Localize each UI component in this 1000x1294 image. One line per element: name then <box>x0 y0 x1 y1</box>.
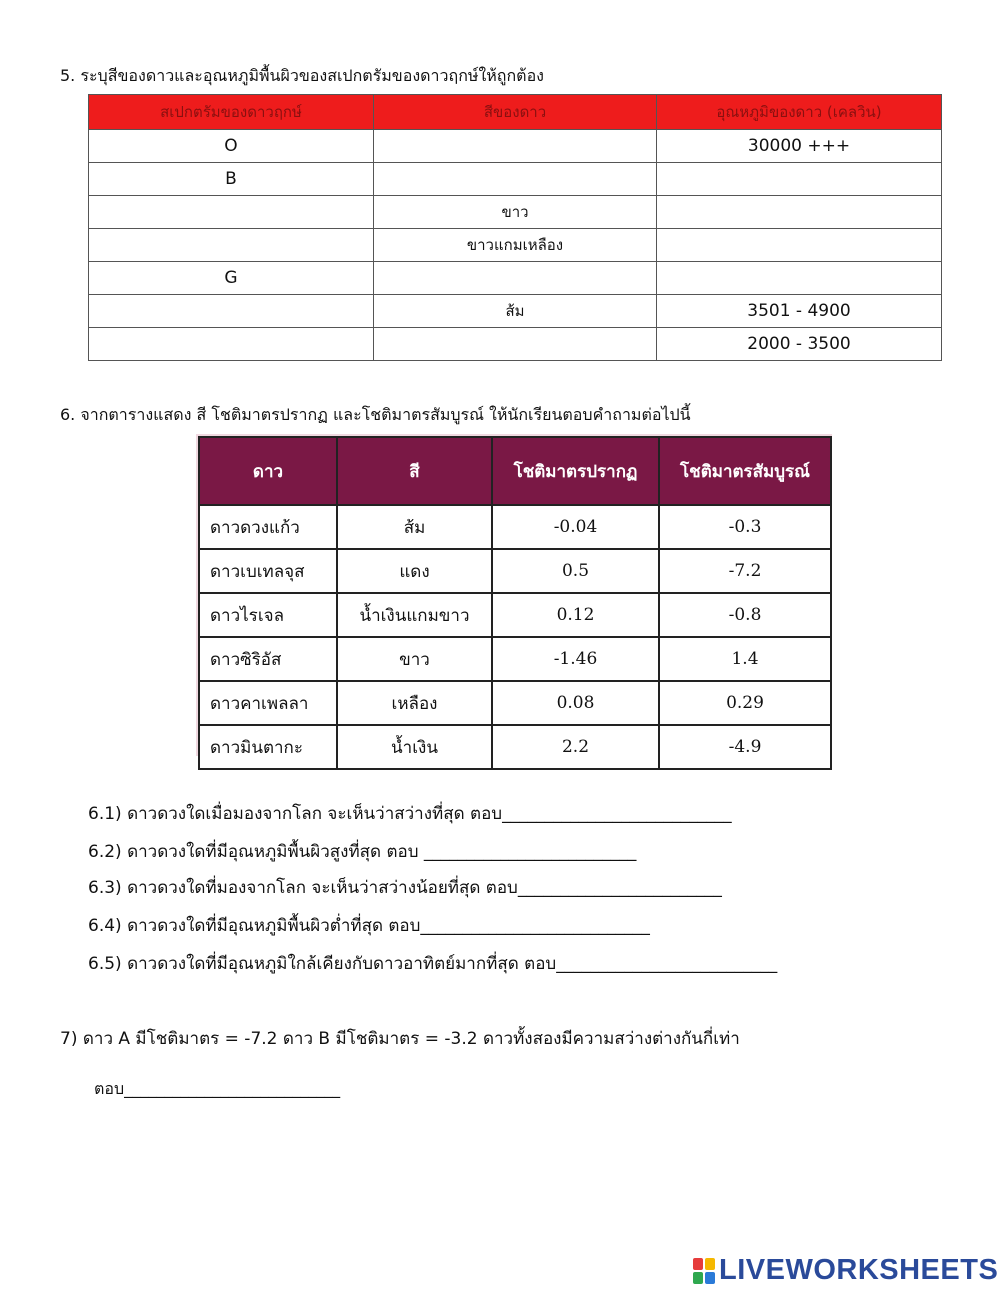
cell-absolute: -0.8 <box>659 593 831 637</box>
cell-color[interactable]: ขาว <box>374 196 657 229</box>
header-color: สี <box>337 437 492 505</box>
cell-color: เหลือง <box>337 681 492 725</box>
cell-spectrum[interactable] <box>89 229 374 262</box>
cell-star: ดาวซิริอัส <box>199 637 337 681</box>
table-row <box>89 163 942 196</box>
header-absolute-magnitude: โชติมาตรสัมบูรณ์ <box>659 437 831 505</box>
table-row <box>199 681 831 725</box>
cell-star: ดาวเบเทลจุส <box>199 549 337 593</box>
cell-color[interactable] <box>374 328 657 361</box>
cell-color: ส้ม <box>337 505 492 549</box>
cell-temperature[interactable]: 2000 - 3500 <box>657 328 942 361</box>
table-row <box>89 229 942 262</box>
question-5-title: 5. ระบุสีของดาวและอุณหภูมิพื้นผิวของสเปกตรัมของดาวฤกษ์ให้ถูกต้อง <box>60 66 544 85</box>
header-spectrum: สเปกตรัมของดาวฤกษ์ <box>89 95 374 130</box>
cell-temperature[interactable] <box>657 196 942 229</box>
cell-star: ดาวไรเจล <box>199 593 337 637</box>
table-row <box>89 295 942 328</box>
cell-star: ดาวมินตากะ <box>199 725 337 769</box>
cell-color[interactable] <box>374 130 657 163</box>
question-7-answer[interactable]: ตอบ___________________________ <box>94 1079 341 1098</box>
cell-spectrum[interactable]: B <box>89 163 374 196</box>
spectrum-table-header <box>89 95 942 130</box>
question-6-1[interactable]: 6.1) ดาวดวงใดเมื่อมองจากโลก จะเห็นว่าสว่างที่สุด ตอบ___________________________ <box>88 804 732 824</box>
cell-spectrum[interactable] <box>89 328 374 361</box>
magnitude-table <box>198 436 832 770</box>
cell-color[interactable] <box>374 262 657 295</box>
magnitude-table-header <box>199 437 831 505</box>
cell-color[interactable] <box>374 163 657 196</box>
table-row <box>199 637 831 681</box>
cell-absolute: -0.3 <box>659 505 831 549</box>
cell-temperature[interactable]: 3501 - 4900 <box>657 295 942 328</box>
question-6-title: 6. จากตารางแสดง สี โชติมาตรปรากฏ และโชติมาตรสัมบูรณ์ ให้นักเรียนตอบคำถามต่อไปนี้ <box>60 405 691 424</box>
cell-apparent: -1.46 <box>492 637 659 681</box>
cell-apparent: 0.12 <box>492 593 659 637</box>
header-temperature: อุณหภูมิของดาว (เคลวิน) <box>657 95 942 130</box>
cell-temperature[interactable] <box>657 229 942 262</box>
cell-absolute: -7.2 <box>659 549 831 593</box>
cell-spectrum[interactable]: G <box>89 262 374 295</box>
spectrum-table <box>88 94 942 361</box>
header-star-color: สีของดาว <box>374 95 657 130</box>
liveworksheets-mark-icon <box>693 1258 715 1284</box>
table-row <box>199 593 831 637</box>
cell-absolute: -4.9 <box>659 725 831 769</box>
table-row <box>89 130 942 163</box>
question-7: 7) ดาว A มีโชติมาตร = -7.2 ดาว B มีโชติมาตร = -3.2 ดาวทั้งสองมีความสว่างต่างกันกี่เท่า <box>60 1029 740 1049</box>
cell-color: ขาว <box>337 637 492 681</box>
table-row <box>199 725 831 769</box>
brand-name: LIVEWORKSHEETS <box>719 1254 999 1286</box>
question-6-2[interactable]: 6.2) ดาวดวงใดที่มีอุณหภูมิพื้นผิวสูงที่สุด ตอบ _________________________ <box>88 842 637 862</box>
question-6-5[interactable]: 6.5) ดาวดวงใดที่มีอุณหภูมิใกล้เคียงกับดาวอาทิตย์มากที่สุด ตอบ__________________________ <box>88 954 778 974</box>
table-row <box>199 505 831 549</box>
header-star: ดาว <box>199 437 337 505</box>
cell-spectrum[interactable] <box>89 295 374 328</box>
cell-star: ดาวดวงแก้ว <box>199 505 337 549</box>
cell-color: น้ำเงิน <box>337 725 492 769</box>
cell-temperature[interactable] <box>657 163 942 196</box>
table-row <box>89 196 942 229</box>
header-apparent-magnitude: โชติมาตรปรากฏ <box>492 437 659 505</box>
table-row <box>199 549 831 593</box>
cell-temperature[interactable]: 30000 +++ <box>657 130 942 163</box>
question-6-3[interactable]: 6.3) ดาวดวงใดที่มองจากโลก จะเห็นว่าสว่างน้อยที่สุด ตอบ________________________ <box>88 878 722 898</box>
cell-apparent: 0.5 <box>492 549 659 593</box>
cell-temperature[interactable] <box>657 262 942 295</box>
cell-color[interactable]: ขาวแกมเหลือง <box>374 229 657 262</box>
cell-spectrum[interactable] <box>89 196 374 229</box>
cell-apparent: 2.2 <box>492 725 659 769</box>
cell-color: น้ำเงินแกมขาว <box>337 593 492 637</box>
cell-apparent: 0.08 <box>492 681 659 725</box>
cell-absolute: 0.29 <box>659 681 831 725</box>
table-row <box>89 262 942 295</box>
cell-color[interactable]: ส้ม <box>374 295 657 328</box>
table-row <box>89 328 942 361</box>
cell-color: แดง <box>337 549 492 593</box>
question-6-4[interactable]: 6.4) ดาวดวงใดที่มีอุณหภูมิพื้นผิวต่ำที่สุด ตอบ___________________________ <box>88 916 650 936</box>
liveworksheets-logo <box>693 1254 998 1287</box>
cell-absolute: 1.4 <box>659 637 831 681</box>
cell-star: ดาวคาเพลลา <box>199 681 337 725</box>
cell-spectrum[interactable]: O <box>89 130 374 163</box>
cell-apparent: -0.04 <box>492 505 659 549</box>
